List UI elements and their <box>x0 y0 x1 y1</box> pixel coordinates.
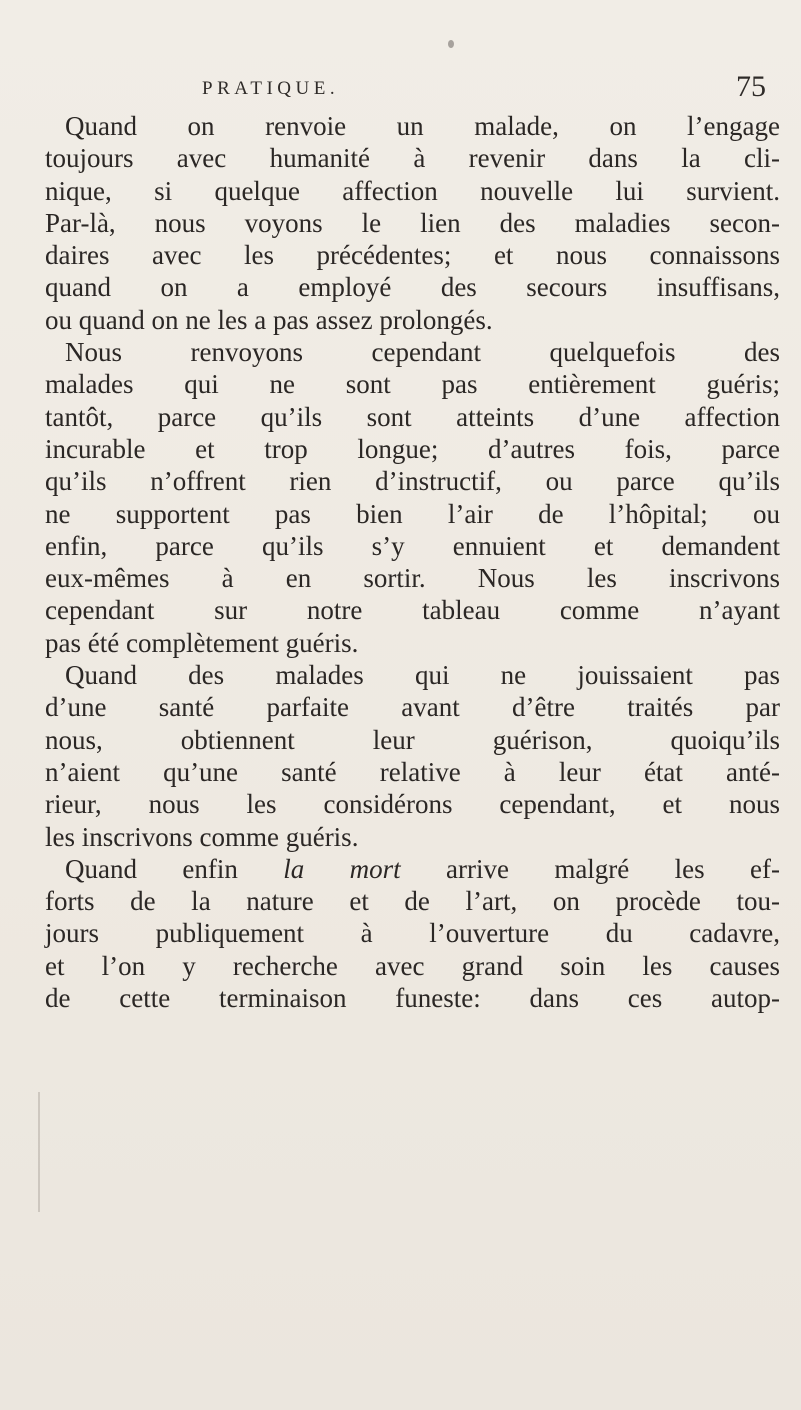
text-line: malades qui ne sont pas entièrement guéris; <box>45 369 780 400</box>
text-line: pas été complètement guéris. <box>45 627 359 658</box>
page-edge-shadow <box>38 1092 40 1212</box>
text-line: nique, si quelque affection nouvelle lui survient. <box>45 175 780 206</box>
text-line: qu’ils n’offrent rien d’instructif, ou parce qu’ils <box>45 466 780 497</box>
text-line: rieur, nous les considérons cependant, et nous <box>45 789 780 820</box>
text-line: Par-là, nous voyons le lien des maladies secon- <box>45 207 780 238</box>
text-line: jours publiquement à l’ouverture du cadavre, <box>45 918 780 949</box>
text-line: Quand on renvoie un malade, on l’engage <box>65 111 780 141</box>
text-line: de cette terminaison funeste: dans ces autop- <box>45 983 780 1014</box>
text-line: ou quand on ne les a pas assez prolongés. <box>45 304 493 335</box>
ink-spot <box>448 40 454 48</box>
text-line: incurable et trop longue; d’autres fois, parce <box>45 433 780 464</box>
page-header <box>0 70 801 106</box>
text-line: cependant sur notre tableau comme n’ayant <box>45 595 780 626</box>
body-text <box>45 110 780 1014</box>
text-line: daires avec les précédentes; et nous connaissons <box>45 240 780 271</box>
text-line: d’une santé parfaite avant d’être traités par <box>45 692 780 723</box>
text-line-with-italic <box>45 853 780 885</box>
text-line: eux-mêmes à en sortir. Nous les inscrivons <box>45 563 780 594</box>
text-line: les inscrivons comme guéris. <box>45 821 359 852</box>
text-line: ne supportent pas bien l’air de l’hôpital; ou <box>45 498 780 529</box>
text-line: tantôt, parce qu’ils sont atteints d’une affection <box>45 401 780 432</box>
text-line: enfin, parce qu’ils s’y ennuient et demandent <box>45 530 780 561</box>
page-number: 75 <box>736 70 766 103</box>
text-fragment: arrive malgré les ef- <box>400 853 780 884</box>
text-line: Nous renvoyons cependant quelquefois des <box>65 337 780 368</box>
text-line: forts de la nature et de l’art, on procède tou- <box>45 886 780 917</box>
text-fragment: Quand enfin <box>65 853 284 884</box>
italic-term: la mort <box>283 853 401 884</box>
running-head: PRATIQUE. <box>202 78 340 99</box>
text-line: quand on a employé des secours insuffisans, <box>45 272 780 303</box>
text-line: Quand des malades qui ne jouissaient pas <box>65 660 780 691</box>
text-line: nous, obtiennent leur guérison, quoiqu’ils <box>45 724 780 755</box>
text-line: et l’on y recherche avec grand soin les causes <box>45 950 780 981</box>
text-line: n’aient qu’une santé relative à leur état anté- <box>45 756 780 787</box>
text-line: toujours avec humanité à revenir dans la cli- <box>45 143 780 174</box>
